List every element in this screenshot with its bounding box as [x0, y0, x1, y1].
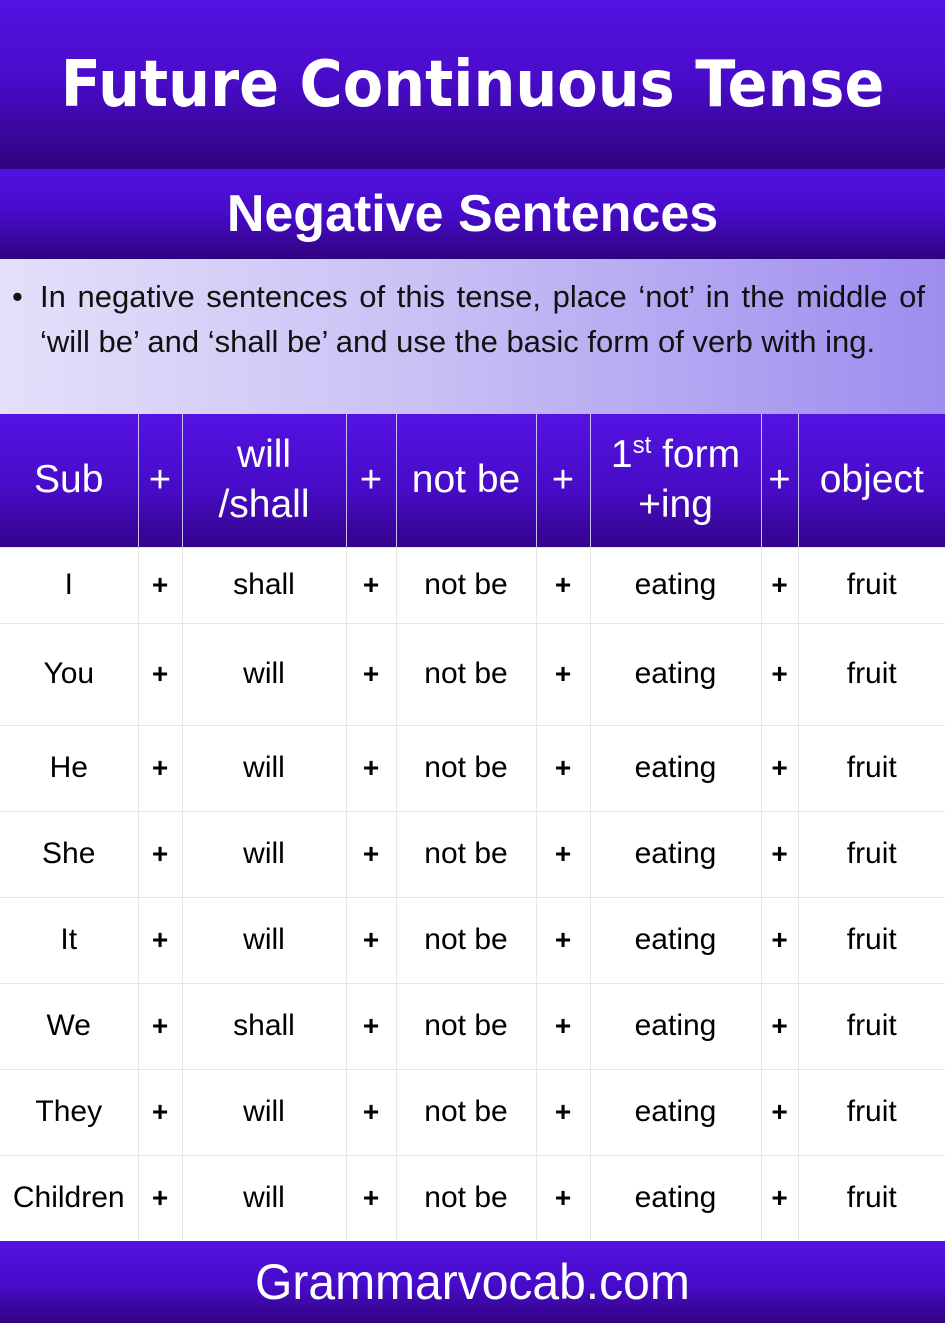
intro-panel — [0, 259, 945, 414]
cell-subject: We — [0, 983, 138, 1069]
cell-negation: not be — [396, 725, 536, 811]
table-row — [0, 725, 945, 811]
cell-plus: + — [138, 547, 182, 623]
title-banner — [0, 0, 945, 169]
cell-plus: + — [761, 983, 798, 1069]
cell-negation: not be — [396, 623, 536, 725]
structure-table — [0, 414, 945, 1242]
header-subject: Sub — [0, 414, 138, 547]
header-auxiliary-line1: will — [236, 433, 292, 477]
cell-subject: They — [0, 1069, 138, 1155]
cell-subject: She — [0, 811, 138, 897]
table-row — [0, 983, 945, 1069]
cell-plus: + — [536, 1155, 590, 1241]
cell-subject: Children — [0, 1155, 138, 1241]
cell-auxiliary: shall — [182, 547, 346, 623]
cell-plus: + — [346, 811, 396, 897]
cell-verb: eating — [590, 547, 761, 623]
cell-plus: + — [536, 725, 590, 811]
cell-negation: not be — [396, 811, 536, 897]
cell-plus: + — [138, 623, 182, 725]
cell-object: fruit — [798, 983, 945, 1069]
cell-plus: + — [536, 547, 590, 623]
cell-plus: + — [138, 811, 182, 897]
header-auxiliary-line2: /shall — [218, 483, 310, 527]
cell-object: fruit — [798, 725, 945, 811]
cell-plus: + — [536, 897, 590, 983]
table-row — [0, 811, 945, 897]
cell-plus: + — [138, 983, 182, 1069]
cell-object: fruit — [798, 897, 945, 983]
header-verb-line2: +ing — [638, 483, 713, 527]
cell-negation: not be — [396, 1155, 536, 1241]
cell-negation: not be — [396, 547, 536, 623]
cell-object: fruit — [798, 811, 945, 897]
header-verb — [590, 414, 761, 547]
header-object: object — [798, 414, 945, 547]
cell-auxiliary: will — [182, 897, 346, 983]
cell-verb: eating — [590, 725, 761, 811]
cell-subject: You — [0, 623, 138, 725]
intro-text: In negative sentences of this tense, place ‘not’ in the middle of ‘will be’ and ‘shall be’ and use the basic form of verb with ing. — [40, 279, 925, 359]
cell-plus: + — [761, 811, 798, 897]
table-row — [0, 547, 945, 623]
cell-plus: + — [761, 725, 798, 811]
cell-verb: eating — [590, 811, 761, 897]
bullet-icon: • — [12, 279, 23, 314]
table-row — [0, 623, 945, 725]
cell-subject: I — [0, 547, 138, 623]
cell-negation: not be — [396, 983, 536, 1069]
header-plus: + — [536, 414, 590, 547]
cell-verb: eating — [590, 623, 761, 725]
cell-plus: + — [761, 547, 798, 623]
cell-plus: + — [761, 623, 798, 725]
cell-plus: + — [138, 897, 182, 983]
table-body — [0, 547, 945, 1241]
cell-plus: + — [138, 1069, 182, 1155]
header-verb-line1: form — [651, 433, 741, 477]
cell-plus: + — [346, 983, 396, 1069]
header-auxiliary — [182, 414, 346, 547]
cell-plus: + — [761, 1155, 798, 1241]
cell-plus: + — [346, 725, 396, 811]
cell-plus: + — [346, 1155, 396, 1241]
cell-plus: + — [536, 1069, 590, 1155]
cell-verb: eating — [590, 1155, 761, 1241]
header-verb-superscript: st — [632, 432, 652, 460]
intro-bullet-item — [10, 275, 925, 364]
cell-plus: + — [346, 1069, 396, 1155]
cell-subject: He — [0, 725, 138, 811]
table-header — [0, 414, 945, 547]
cell-plus: + — [761, 1069, 798, 1155]
header-negation: not be — [396, 414, 536, 547]
table-row — [0, 1069, 945, 1155]
cell-verb: eating — [590, 897, 761, 983]
cell-auxiliary: shall — [182, 983, 346, 1069]
table-row — [0, 1155, 945, 1241]
site-name: Grammarvocab.com — [255, 1254, 690, 1310]
cell-plus: + — [138, 1155, 182, 1241]
cell-subject: It — [0, 897, 138, 983]
header-plus: + — [138, 414, 182, 547]
cell-plus: + — [536, 983, 590, 1069]
cell-plus: + — [346, 897, 396, 983]
cell-auxiliary: will — [182, 1069, 346, 1155]
cell-plus: + — [138, 725, 182, 811]
section-subtitle: Negative Sentences — [226, 185, 719, 243]
cell-plus: + — [536, 623, 590, 725]
table-row — [0, 897, 945, 983]
cell-object: fruit — [798, 1155, 945, 1241]
cell-negation: not be — [396, 1069, 536, 1155]
cell-plus: + — [346, 547, 396, 623]
cell-auxiliary: will — [182, 811, 346, 897]
subtitle-banner — [0, 169, 945, 259]
cell-auxiliary: will — [182, 725, 346, 811]
header-plus: + — [761, 414, 798, 547]
cell-auxiliary: will — [182, 1155, 346, 1241]
cell-plus: + — [346, 623, 396, 725]
cell-object: fruit — [798, 547, 945, 623]
cell-object: fruit — [798, 1069, 945, 1155]
header-verb-number: 1 — [610, 433, 633, 477]
header-row — [0, 414, 945, 547]
footer-banner — [0, 1241, 945, 1323]
cell-plus: + — [761, 897, 798, 983]
cell-negation: not be — [396, 897, 536, 983]
cell-verb: eating — [590, 983, 761, 1069]
cell-object: fruit — [798, 623, 945, 725]
cell-auxiliary: will — [182, 623, 346, 725]
header-plus: + — [346, 414, 396, 547]
cell-verb: eating — [590, 1069, 761, 1155]
cell-plus: + — [536, 811, 590, 897]
page-title: Future Continuous Tense — [60, 47, 885, 122]
